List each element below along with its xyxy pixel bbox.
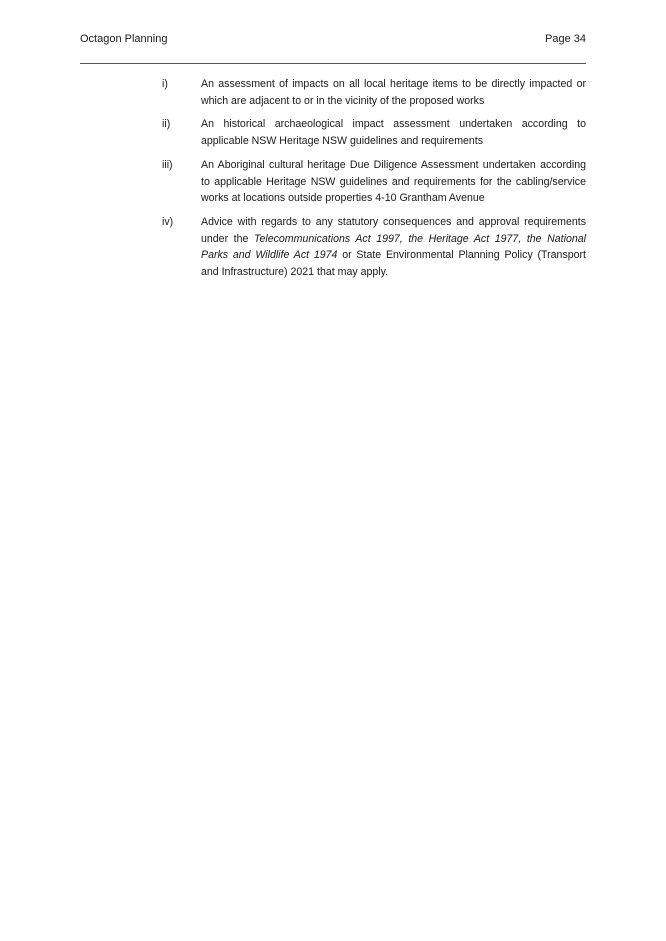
list-item-text — [201, 216, 586, 278]
list-item-text-end: or State Environmental Planning Policy (Transport and Infrastructure) 2021 that may apply. — [201, 249, 586, 279]
list-item-text: An Aboriginal cultural heritage Due Diligence Assessment undertaken according to applicable Heritage NSW guidelines and requirements for the cabling/service works at locations outside properties 4-10 Grantham Avenue — [201, 158, 586, 205]
list-item-text-start: Advice with regards to any statutory consequences and approval requirements under the — [201, 215, 586, 245]
document-title: Octagon Planning — [80, 33, 168, 45]
list-item-text: An historical archaeological impact assessment undertaken according to applicable NSW Heritage NSW guidelines and requirements — [201, 118, 586, 148]
list-item-number: ii) — [162, 118, 171, 131]
requirements-list — [162, 76, 586, 288]
list-item — [162, 214, 586, 281]
list-item-number: iv) — [162, 215, 174, 228]
list-item — [162, 157, 586, 207]
list-item-number: iii) — [162, 158, 173, 171]
list-item — [162, 116, 586, 149]
list-item — [162, 76, 586, 109]
legislation-names: Telecommunications Act 1997, the Heritage Act 1977, the National Parks and Wildlife Act 1974 — [201, 232, 586, 262]
page-number: Page 34 — [545, 33, 586, 45]
list-item-number: i) — [162, 78, 168, 90]
header-divider — [80, 63, 586, 64]
page-header — [80, 31, 586, 47]
list-item-text: An assessment of impacts on all local heritage items to be directly impacted or which are adjacent to or in the vicinity of the proposed works — [201, 78, 586, 107]
